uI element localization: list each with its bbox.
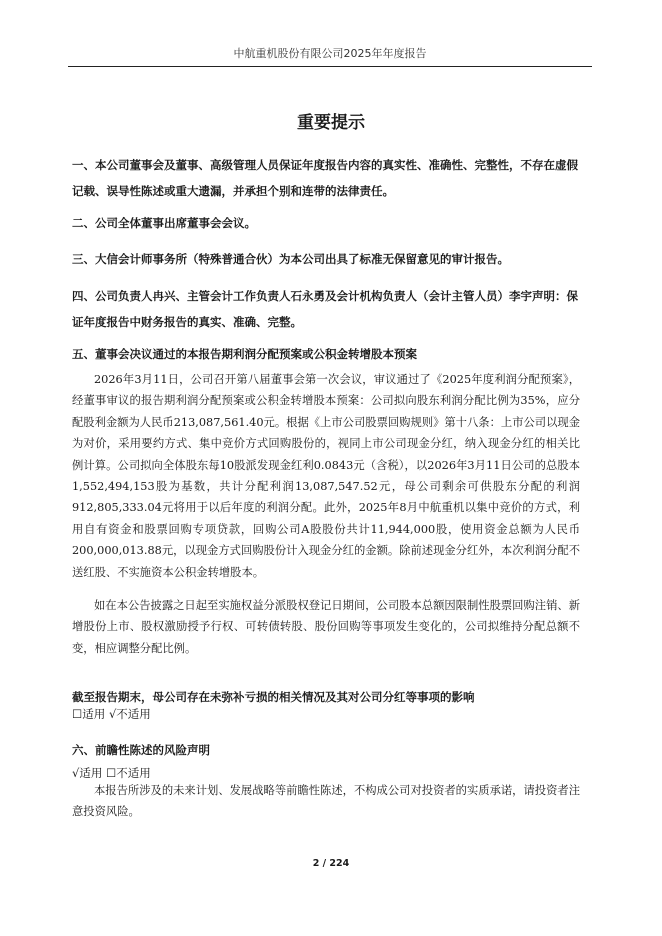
section-five-heading: 五、董事会决议通过的本报告期利润分配预案或公积金转增股本预案 [72, 347, 417, 361]
statement-four: 四、公司负责人冉兴、主管会计工作负责人石永勇及会计机构负责人（会计主管人员）李宇声明：保证年度报告中财务报告的真实、准确、完整。 [72, 289, 578, 329]
deficit-heading: 截至报告期末，母公司存在未弥补亏损的相关情况及其对公司分红等事项的影响 [72, 690, 475, 704]
section-six-paragraph: 本报告所涉及的未来计划、发展战略等前瞻性陈述，不构成公司对投资者的实质承诺，请投资者注意投资风险。 [72, 784, 580, 819]
section-six-heading: 六、前瞻性陈述的风险声明 [72, 743, 210, 757]
page-title: 重要提示 [297, 113, 365, 133]
deficit-applicability: ☐适用 √不适用 [72, 707, 151, 721]
statement-three: 三、大信会计师事务所（特殊普通合伙）为本公司出具了标准无保留意见的审计报告。 [72, 252, 509, 266]
page-header: 中航重机股份有限公司2025年年度报告 [68, 45, 592, 67]
statement-two: 二、公司全体董事出席董事会会议。 [72, 216, 256, 230]
section-five-paragraph-1: 2026年3月11日，公司召开第八届董事会第一次会议，审议通过了《2025年度利润分配预案》，经董事审议的报告期利润分配预案或公积金转增股本预案：公司拟向股东利润分配比例为35%，应分配股利金额为人民币213,087,561.40元。根据《上市公司股票回购规则》第十八条：上市公司以现金为对价，采用要约方式、集中竞价方式回购股份的，视同上市公司现金分红，纳入现金分红的相关比例计算。公司拟向全体股东每10股派发现金红利0.0843元（含税），以2026年3月11日公司的总股本1,552,494,153股为基数，共计分配利润13,087,547.52元，母公司剩余可供股东分配的利润912,805,333.04元将用于以后年度的利润分配。此外，2025年8月中航重机以集中竞价的方式，利用自有资金和股票回购专项贷款，回购公司A股股份共计11,944,000股，使用资金总额为人民币200,000,013.88元，以现金方式回购股份计入现金分红的金额。除前述现金分红外，本次利润分配不送红股、不实施资本公积金转增股本。 [72, 373, 580, 579]
section-six-applicability: √适用 ☐不适用 [72, 766, 151, 780]
section-five-paragraph-2: 如在本公告披露之日起至实施权益分派股权登记日期间，公司股本总额因限制性股票回购注销、新增股份上市、股权激励授予行权、可转债转股、股份回购等事项发生变化的，公司拟维持分配总额不变，相应调整分配比例。 [72, 599, 580, 655]
statement-one: 一、本公司董事会及董事、高级管理人员保证年度报告内容的真实性、准确性、完整性，不存在虚假记载、误导性陈述或重大遗漏，并承担个别和连带的法律责任。 [72, 158, 578, 198]
page-number: 2 / 224 [312, 858, 350, 869]
